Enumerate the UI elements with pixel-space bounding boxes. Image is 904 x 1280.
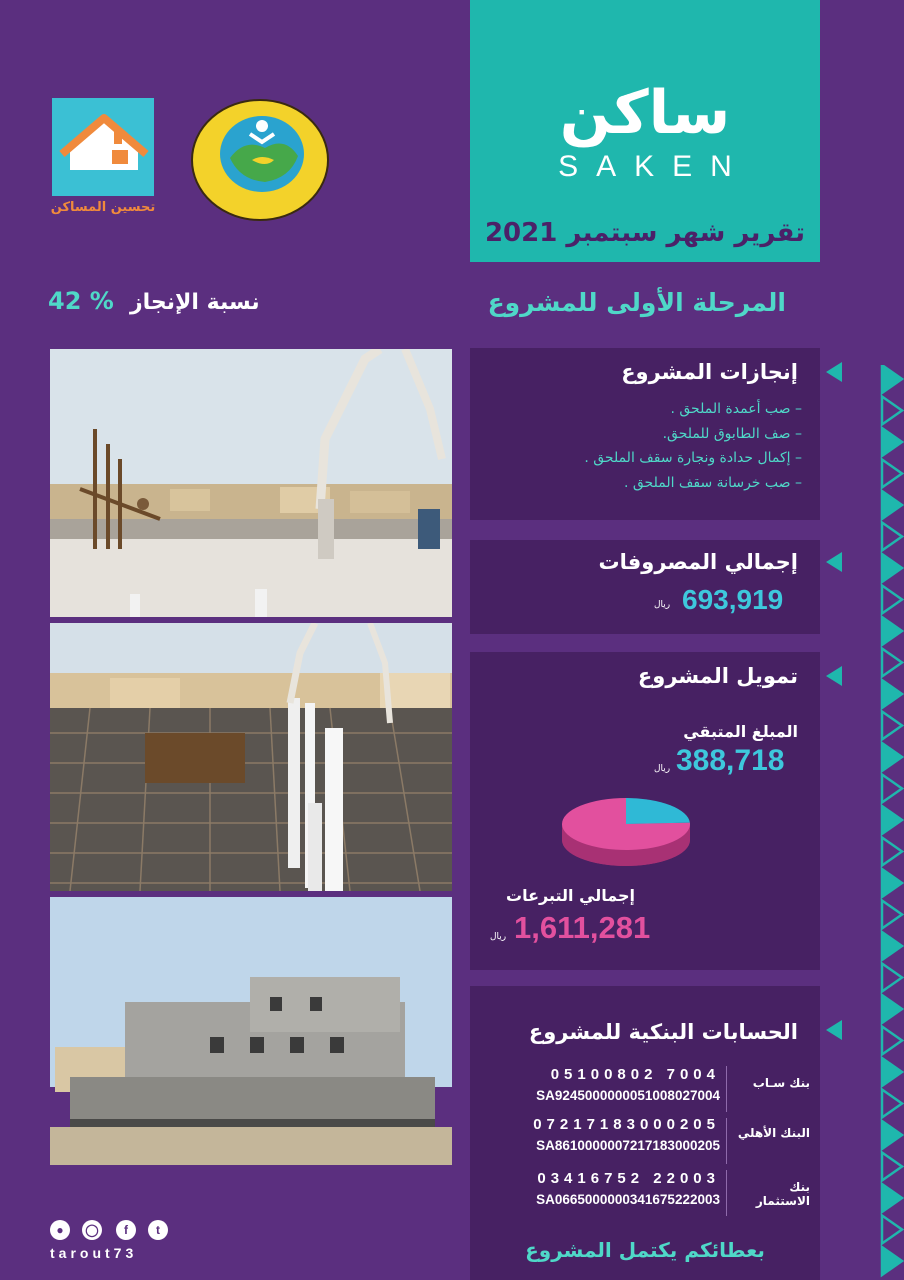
site-photo-concrete-pumping <box>50 349 452 617</box>
remaining-amount-label: المبلغ المتبقي <box>683 722 798 741</box>
decorative-triangle <box>882 995 902 1023</box>
decorative-triangle <box>882 649 902 677</box>
decorative-triangle <box>882 1247 902 1275</box>
achievement-item: – صف الطابوق للملحق. <box>662 426 802 442</box>
report-title: تقرير شهر سبتمبر 2021 <box>484 218 806 248</box>
phase-title: المرحلة الأولى للمشروع <box>487 288 786 317</box>
decorative-triangle <box>882 1184 902 1212</box>
expenses-panel <box>470 540 820 634</box>
bank-iban: SA9245000000051008027004 <box>536 1088 720 1103</box>
decorative-triangle <box>882 617 902 645</box>
decorative-triangle <box>882 1027 902 1055</box>
site-photo-building-exterior <box>50 897 452 1165</box>
facebook-icon[interactable]: f <box>116 1220 136 1240</box>
section-marker-icon <box>826 362 842 382</box>
site-photo-roof-rebar <box>50 623 452 891</box>
bank-account-number: 07217183000205 <box>533 1116 720 1133</box>
header-banner <box>470 0 820 262</box>
decorative-triangle <box>882 712 902 740</box>
decorative-triangle <box>882 932 902 960</box>
decorative-triangle <box>882 1216 902 1244</box>
decorative-triangle <box>882 460 902 488</box>
twitter-icon[interactable]: t <box>148 1220 168 1240</box>
decorative-triangle <box>882 775 902 803</box>
donations-label: إجمالي التبرعات <box>506 886 636 905</box>
tarout-emblem-icon <box>190 98 330 222</box>
expenses-currency: ريال <box>654 600 671 610</box>
housing-logo-label: تحسين المساكن <box>50 200 156 215</box>
decorative-triangle <box>882 554 902 582</box>
decorative-triangle <box>882 838 902 866</box>
decorative-triangle <box>882 964 902 992</box>
bank-account-number: 03416752 22003 <box>537 1170 720 1187</box>
decorative-triangle <box>882 680 902 708</box>
expenses-title: إجمالي المصروفات <box>598 550 798 574</box>
snapchat-icon[interactable]: ● <box>50 1220 70 1240</box>
divider <box>726 1170 727 1216</box>
section-marker-icon <box>826 1020 842 1040</box>
bank-name: البنك الأهلي <box>737 1126 810 1140</box>
achievement-item: – إكمال حدادة ونجارة سقف الملحق . <box>584 450 802 466</box>
bank-accounts-title: الحسابات البنكية للمشروع <box>528 1020 798 1044</box>
bank-accounts-panel <box>470 986 820 1280</box>
decorative-triangle <box>882 1058 902 1086</box>
section-marker-icon <box>826 552 842 572</box>
divider <box>726 1118 727 1164</box>
remaining-amount-currency: ريال <box>654 764 671 774</box>
funding-panel <box>470 652 820 970</box>
achievement-item: – صب أعمدة الملحق . <box>670 401 802 417</box>
funding-title: تمويل المشروع <box>637 664 798 688</box>
decorative-triangle <box>882 491 902 519</box>
progress-value: 42 % <box>48 287 114 315</box>
social-icons <box>50 1220 170 1244</box>
decorative-triangle <box>882 428 902 456</box>
donations-currency: ريال <box>490 932 507 942</box>
decorative-triangle <box>882 365 902 393</box>
bank-name: بنك الاستثمار <box>755 1180 810 1208</box>
decorative-triangle-strip <box>880 365 904 1280</box>
bank-iban: SA0665000000341675222003 <box>536 1192 720 1207</box>
decorative-triangle <box>882 1121 902 1149</box>
achievements-title: إنجازات المشروع <box>621 360 798 384</box>
decorative-triangle <box>882 1153 902 1181</box>
decorative-triangle <box>882 1090 902 1118</box>
achievements-panel <box>470 348 820 520</box>
house-icon <box>52 98 154 196</box>
funding-pie-chart <box>558 788 694 868</box>
divider <box>726 1066 727 1112</box>
section-marker-icon <box>826 666 842 686</box>
bank-iban: SA8610000007217183000205 <box>536 1138 720 1153</box>
social-handle: tarout73 <box>50 1245 138 1261</box>
decorative-triangle <box>882 743 902 771</box>
decorative-triangle <box>882 586 902 614</box>
donations-value: 1,611,281 <box>514 910 651 945</box>
expenses-value: 693,919 <box>682 584 784 615</box>
tarout-charity-logo <box>190 98 330 222</box>
decorative-triangle <box>882 523 902 551</box>
remaining-amount-value: 388,718 <box>676 744 785 777</box>
achievement-item: – صب خرسانة سقف الملحق . <box>623 475 802 491</box>
decorative-triangle <box>882 806 902 834</box>
instagram-icon[interactable]: ◯ <box>82 1220 102 1240</box>
bank-account-number: 05100802 7004 <box>550 1066 720 1083</box>
brand-name-arabic: ساكن <box>559 78 731 148</box>
progress-label: نسبة الإنجاز <box>130 290 260 315</box>
decorative-triangle <box>882 901 902 929</box>
slogan: بعطائكم يكتمل المشروع <box>525 1238 765 1262</box>
decorative-triangle <box>882 869 902 897</box>
housing-improvement-logo <box>52 98 154 196</box>
pie-slice-remaining <box>626 798 690 824</box>
bank-name: بنك سـاب <box>752 1076 810 1090</box>
brand-name-english: SAKEN <box>558 150 750 183</box>
decorative-triangle <box>882 397 902 425</box>
